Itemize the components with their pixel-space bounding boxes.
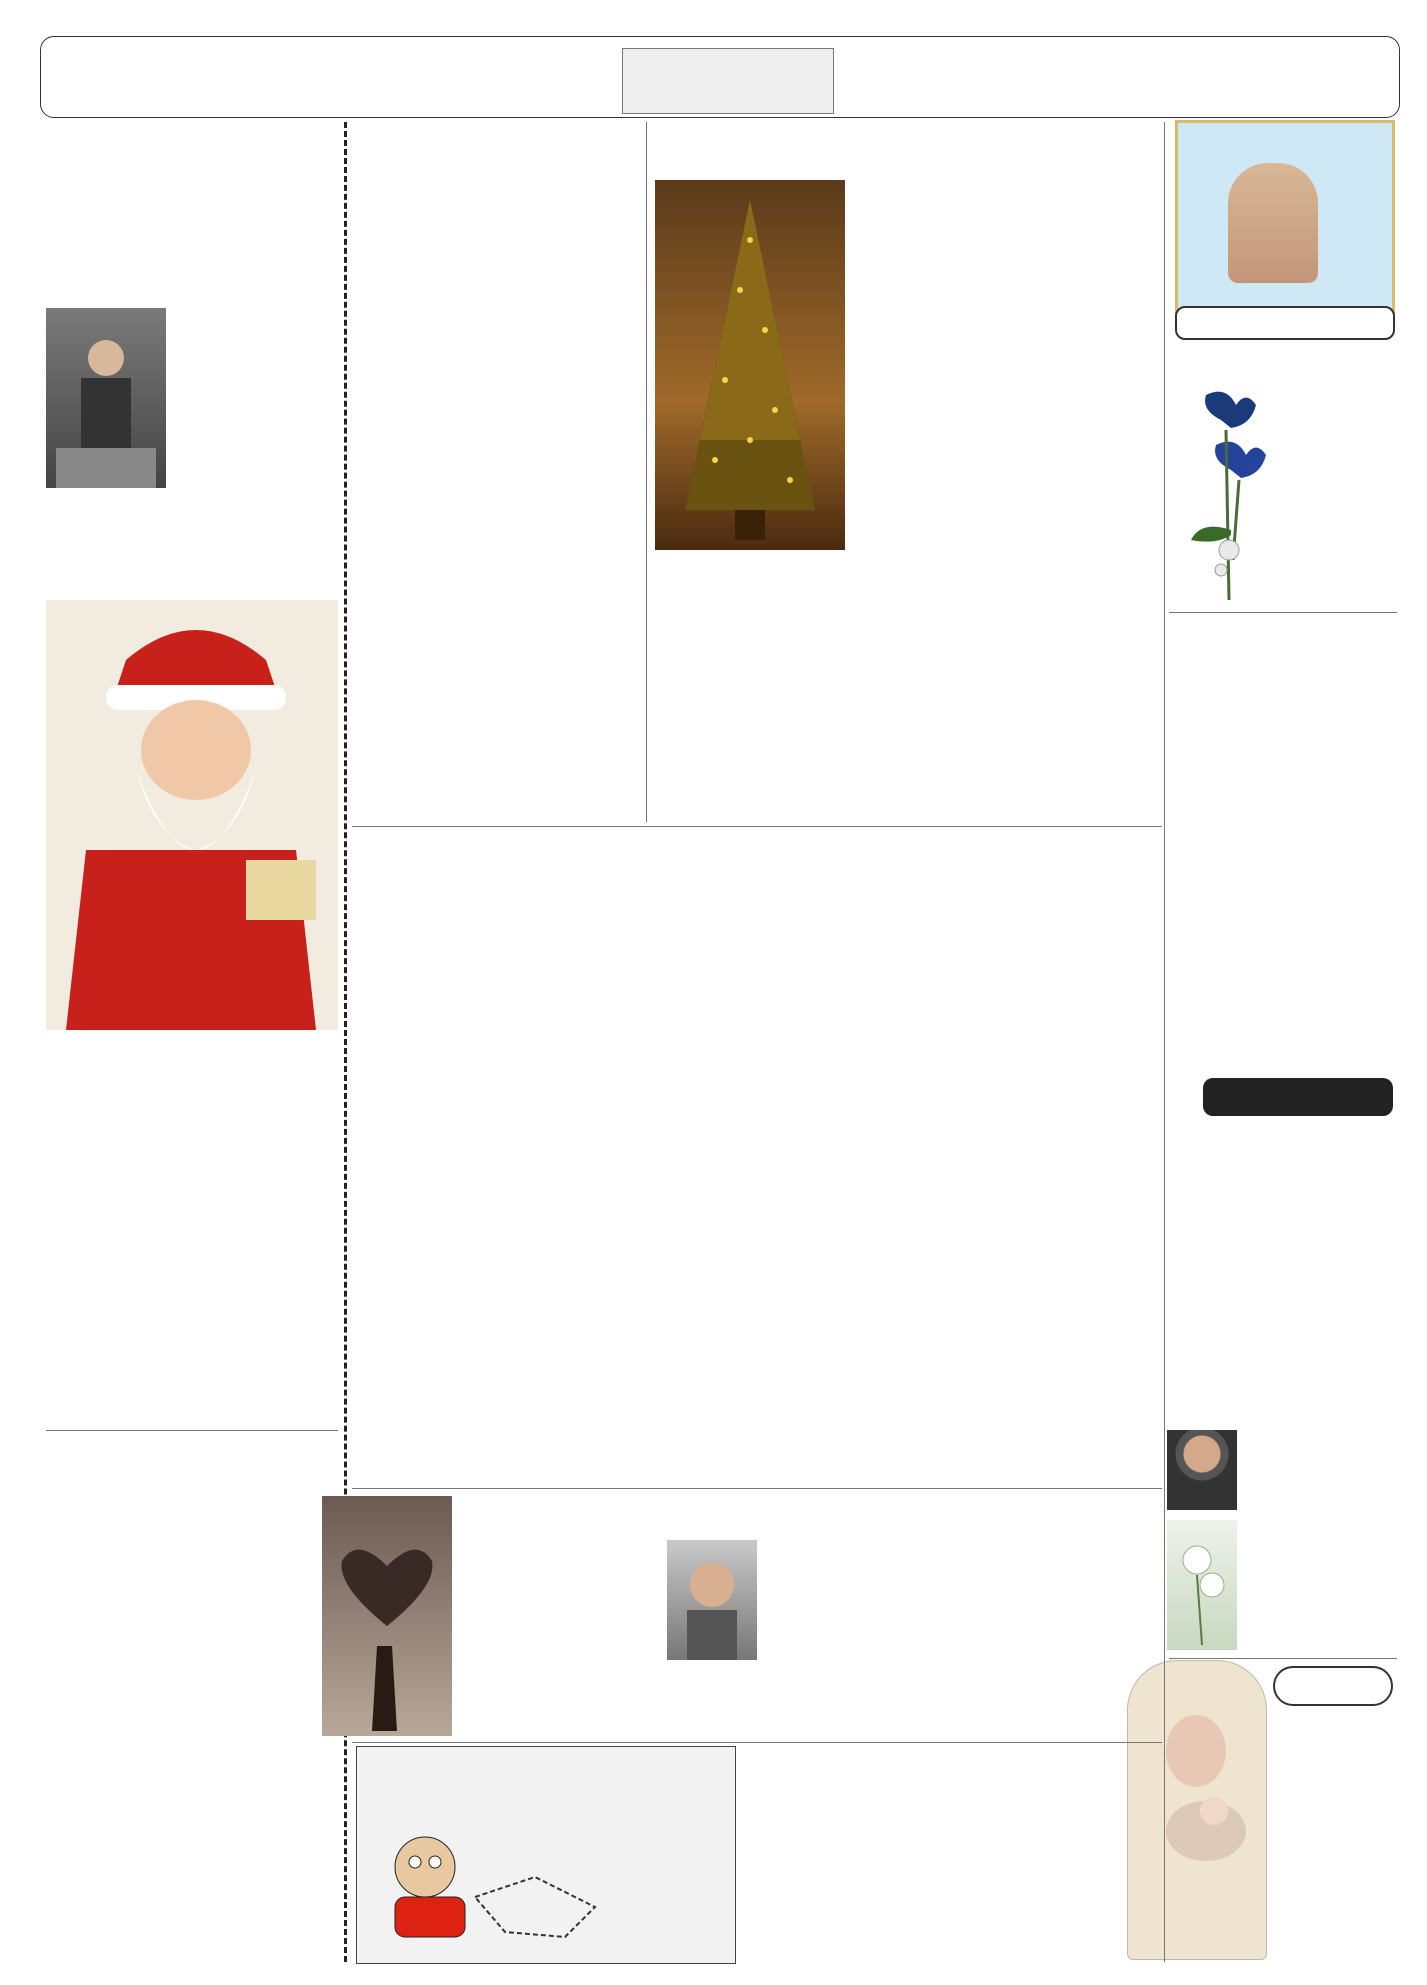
cartoon-signature — [365, 1941, 445, 1959]
santa-logo — [46, 130, 336, 206]
cup-school — [965, 1552, 1155, 1584]
wish-banner — [1175, 306, 1395, 340]
moaned-banner — [1273, 1666, 1393, 1706]
page-number — [48, 40, 138, 116]
stop-byline — [352, 878, 1162, 898]
heart-silhouette-image — [322, 1496, 452, 1736]
cartoon-image — [356, 1746, 736, 1964]
santa-body-bottom — [46, 1036, 338, 1416]
stop-title — [352, 836, 1162, 874]
newspaper-logo — [622, 48, 834, 114]
divider — [352, 1742, 1162, 1743]
santa-body-top — [170, 308, 338, 598]
section-title — [1171, 58, 1371, 102]
santa-author — [46, 282, 336, 302]
story-kicker — [377, 130, 637, 152]
cup-author — [965, 1530, 1155, 1550]
teresa-quote — [1173, 734, 1393, 766]
divider — [352, 826, 1162, 827]
story-author — [377, 200, 637, 220]
dialect-title — [1173, 1124, 1393, 1158]
tree-title — [785, 134, 1155, 170]
mayor-copies-title — [46, 1744, 338, 1760]
wish-poem — [1253, 378, 1393, 608]
cup-title — [965, 1496, 1155, 1528]
tree-body-b — [852, 180, 997, 550]
santa-title — [46, 210, 336, 240]
author-desk-photo — [46, 308, 166, 488]
story-school — [377, 222, 637, 242]
dialect-banner — [1203, 1078, 1393, 1116]
cartoon-caption — [417, 1757, 727, 1867]
stop-body-3 — [565, 910, 755, 1480]
mayor-byline — [46, 1518, 338, 1536]
divider — [1169, 612, 1397, 613]
stop-body-2 — [765, 910, 955, 1480]
author-photo — [1228, 163, 1318, 283]
divider — [352, 1488, 1162, 1489]
dialect-poem — [1237, 1186, 1387, 1646]
moaned-poem-right — [1277, 1770, 1387, 1970]
mayor-copies — [46, 1762, 338, 1912]
cup-poem-3 — [459, 1496, 659, 1736]
teresa-body — [1173, 770, 1393, 1060]
teresa-title — [1173, 694, 1393, 730]
window-badge — [1175, 120, 1395, 320]
tree-body-c — [655, 556, 845, 816]
story-body — [377, 248, 637, 818]
person-photo — [667, 1540, 757, 1660]
santa-subtitle — [46, 246, 336, 276]
stop-body-1 — [965, 910, 1155, 1480]
tree-byline — [1005, 180, 1155, 196]
column-rule — [646, 122, 647, 822]
story-title — [377, 156, 637, 196]
tree-body-a — [1005, 196, 1155, 816]
teresa-intro — [1173, 618, 1393, 690]
window-badge-label — [1328, 143, 1388, 313]
mayor-subtitle — [46, 1480, 338, 1512]
santa-claus-image — [46, 600, 338, 1030]
divider — [46, 1430, 338, 1431]
christmas-tree-photo — [655, 180, 845, 550]
tree-body-d — [852, 556, 997, 816]
dialect-photo — [1167, 1430, 1237, 1510]
mayor-title — [46, 1440, 338, 1476]
stop-body-4 — [360, 910, 555, 1480]
cup-poem-1 — [965, 1586, 1155, 1736]
divider — [1169, 1658, 1397, 1659]
cup-poem-2 — [767, 1496, 957, 1736]
column-rule — [1164, 122, 1165, 1962]
wish-author — [1181, 346, 1391, 368]
issue-line — [140, 70, 520, 102]
moaned-author — [1263, 1740, 1393, 1762]
lily-image — [1167, 1520, 1237, 1650]
dialect-author — [1193, 1160, 1393, 1182]
mayor-signature — [46, 1926, 166, 1946]
mayor-body — [46, 1540, 338, 1740]
